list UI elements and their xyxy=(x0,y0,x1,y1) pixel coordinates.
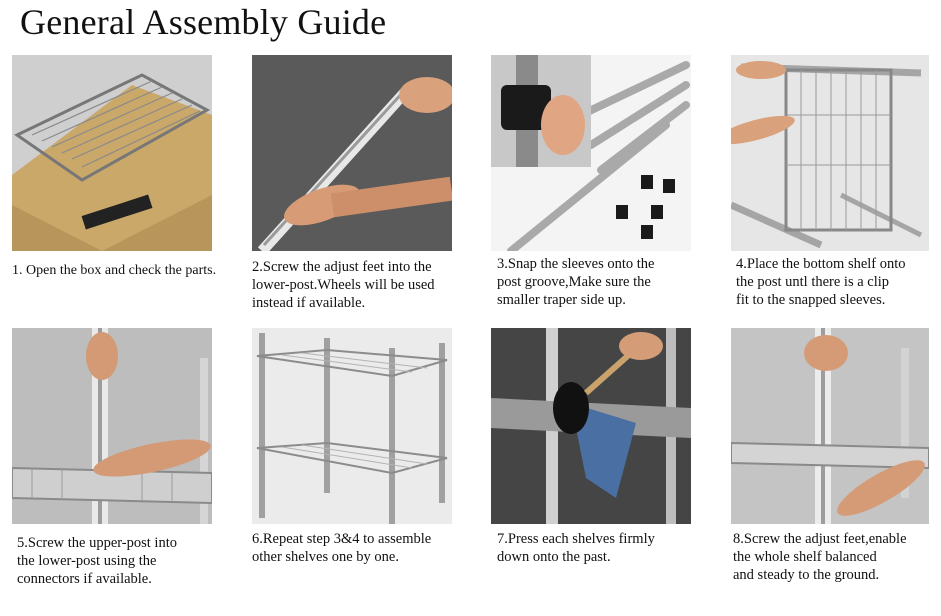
step-3-photo xyxy=(491,55,691,251)
step-8-caption: 8.Screw the adjust feet,enable the whole shelf balanced and steady to the ground. xyxy=(733,531,907,583)
step-1-photo xyxy=(12,55,212,251)
step-7-photo xyxy=(491,328,691,524)
page-title: General Assembly Guide xyxy=(20,2,387,42)
step-6-photo xyxy=(252,328,452,524)
step-8-photo xyxy=(731,328,929,524)
step-2-photo xyxy=(252,55,452,251)
step-4-caption: 4.Place the bottom shelf onto the post untl there is a clip fit to the snapped sleeves. xyxy=(736,256,906,308)
step-6-caption: 6.Repeat step 3&4 to assemble other shelves one by one. xyxy=(252,531,432,565)
step-5-photo xyxy=(12,328,212,524)
step-5-caption: 5.Screw the upper-post into the lower-post using the connectors if available. xyxy=(17,535,177,587)
step-1-caption: 1. Open the box and check the parts. xyxy=(12,263,217,278)
step-7-caption: 7.Press each shelves firmly down onto the past. xyxy=(497,531,655,565)
step-3-caption: 3.Snap the sleeves onto the post groove,Make sure the smaller traper side up. xyxy=(497,256,655,308)
step-4-photo xyxy=(731,55,929,251)
step-2-caption: 2.Screw the adjust feet into the lower-post.Wheels will be used instead if available. xyxy=(252,259,435,311)
